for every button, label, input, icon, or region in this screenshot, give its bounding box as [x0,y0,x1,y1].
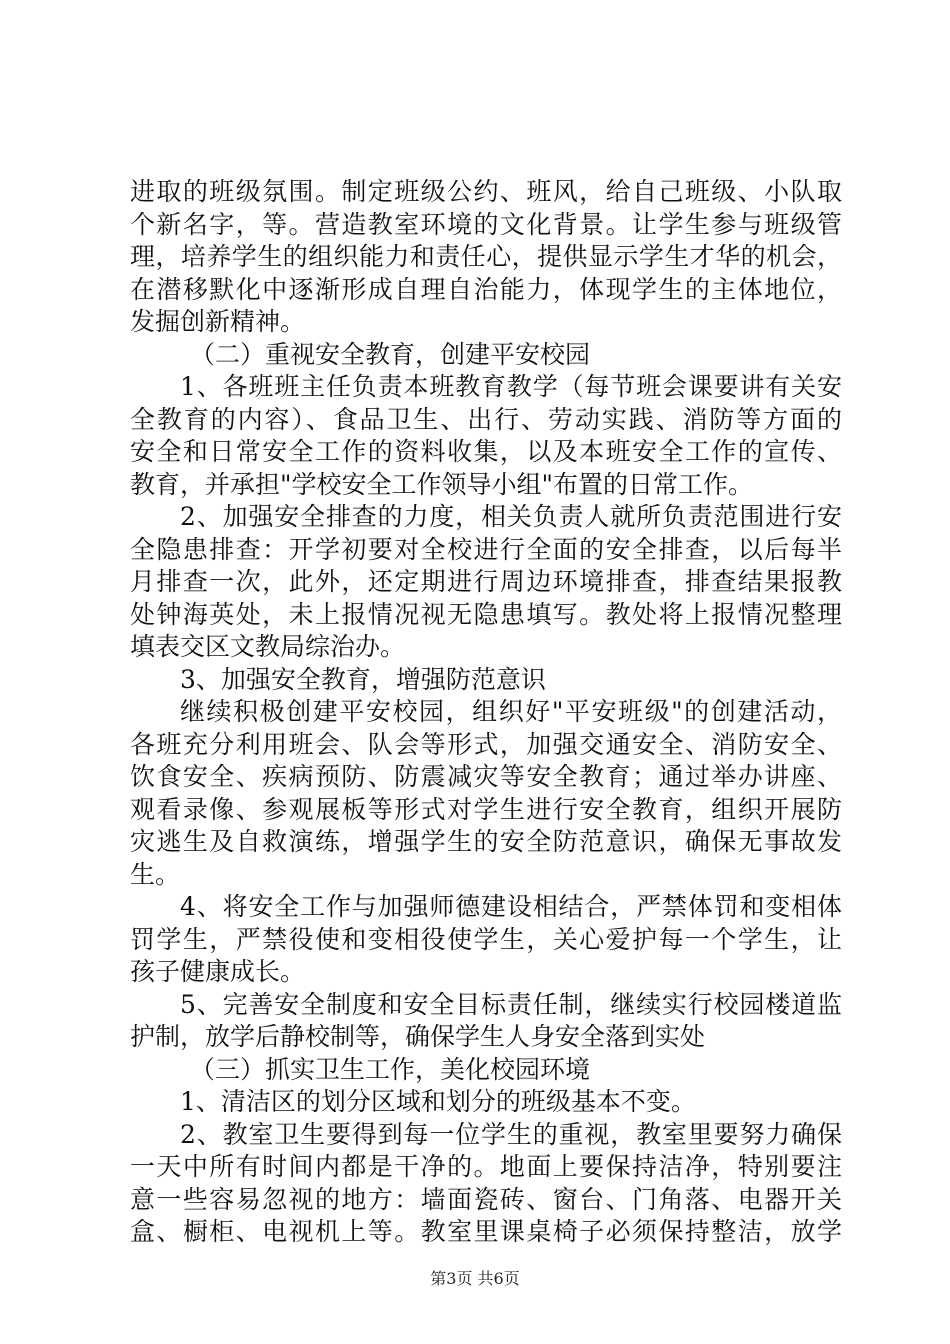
text-line: 处钟海英处，未上报情况视无隐患填写。教处将上报情况整理 [130,599,842,629]
text-line: 全教育的内容）、食品卫生、出行、劳动实践、消防等方面的 [130,404,842,434]
text-line: 5、完善安全制度和安全目标责任制，继续实行校园楼道监 [180,989,842,1019]
text-line: 个新名字，等。营造教室环境的文化背景。让学生参与班级管 [130,209,842,239]
text-line: （二）重视安全教育，创建平安校园 [190,339,591,369]
text-line: 意一些容易忽视的地方：墙面瓷砖、窗台、门角落、电器开关 [130,1184,842,1214]
text-line: 4、将安全工作与加强师德建设相结合，严禁体罚和变相体 [180,892,842,921]
text-line: 各班充分利用班会、队会等形式，加强交通安全、消防安全、 [130,729,842,759]
text-line: 发掘创新精神。 [130,307,306,336]
page-footer: 第3页 共6页 [430,1269,520,1288]
text-line: 在潜移默化中逐渐形成自理自治能力，体现学生的主体地位， [130,274,842,304]
text-line: 进取的班级氛围。制定班级公约、班风，给自己班级、小队取 [130,177,842,206]
text-line: 月排查一次，此外，还定期进行周边环境排查，排查结果报教 [130,567,842,596]
text-line: 灾逃生及自救演练，增强学生的安全防范意识，确保无事故发 [130,827,842,856]
text-line: 理，培养学生的组织能力和责任心，提供显示学生才华的机会， [130,242,842,271]
text-line: 一天中所有时间内都是干净的。地面上要保持洁净，特别要注 [130,1152,842,1181]
text-line: 1、清洁区的划分区域和划分的班级基本不变。 [180,1087,696,1116]
text-line: 护制，放学后静校制等，确保学生人身安全落到实处 [130,1022,706,1051]
text-line: 饮食安全、疾病预防、防震减灾等安全教育；通过举办讲座、 [130,762,842,791]
document-body [130,176,842,1249]
text-line: 盒、橱柜、电视机上等。教室里课桌椅子必须保持整洁，放学 [130,1217,842,1246]
text-line: 2、教室卫生要得到每一位学生的重视，教室里要努力确保 [180,1119,842,1149]
text-line: 2、加强安全排查的力度，相关负责人就所负责范围进行安 [180,502,842,531]
text-line: 1、各班班主任负责本班教育教学（每节班会课要讲有关安 [180,372,842,401]
text-line: 生。 [130,859,181,889]
text-line: 教育，并承担"学校安全工作领导小组"布置的日常工作。 [130,469,754,499]
text-line: 继续积极创建平安校园，组织好"平安班级"的创建活动， [180,697,842,726]
text-line: 罚学生，严禁役使和变相役使学生，关心爱护每一个学生，让 [130,924,842,954]
text-line: 3、加强安全教育，增强防范意识 [180,664,546,694]
text-line: 填表交区文教局综治办。 [130,632,406,661]
text-line: 孩子健康成长。 [130,957,306,986]
text-line: 全隐患排查：开学初要对全校进行全面的安全排查，以后每半 [130,534,842,564]
text-line: （三）抓实卫生工作，美化校园环境 [190,1054,591,1084]
text-line: 观看录像、参观展板等形式对学生进行安全教育，组织开展防 [130,794,842,824]
text-line: 安全和日常安全工作的资料收集，以及本班安全工作的宣传、 [130,437,842,466]
